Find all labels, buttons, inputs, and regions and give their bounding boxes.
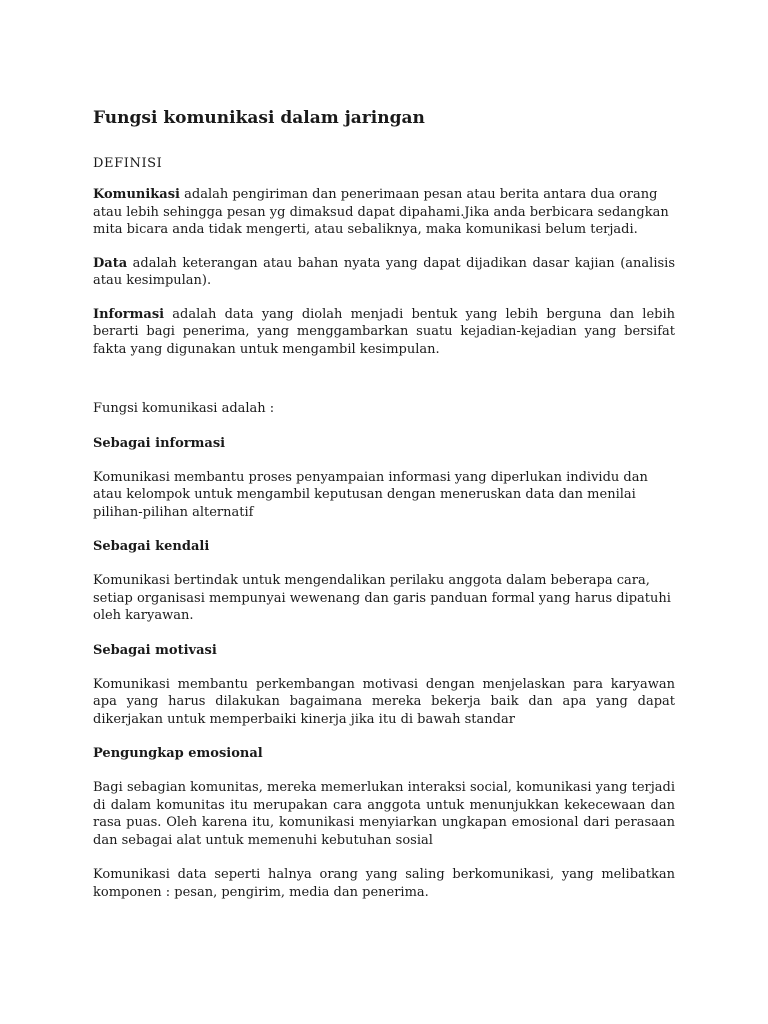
definition-text: adalah data yang diolah menjadi bentuk yang lebih berguna dan lebih berarti bagi penerima, yang menggambarkan suatu kejadian-kejadian yang bersifat fakta yang digunakan untuk mengambil kesimpulan. — [93, 306, 675, 357]
definition-term: Komunikasi — [93, 187, 180, 202]
function-heading-informasi: Sebagai informasi — [93, 435, 226, 451]
section-heading-definisi: DEFINISI — [93, 156, 163, 171]
definition-text: adalah keterangan atau bahan nyata yang dapat dijadikan dasar kajian (analisis atau kesimpulan). — [93, 255, 675, 288]
document-page — [93, 106, 675, 901]
closing-paragraph: Komunikasi data seperti halnya orang yang saling berkomunikasi, yang melibatkan komponen : pesan, pengirim, media dan penerima. — [93, 867, 675, 900]
function-heading-motivasi: Sebagai motivasi — [93, 642, 217, 658]
function-text-kendali: Komunikasi bertindak untuk mengendalikan perilaku anggota dalam beberapa cara, setiap organisasi mempunyai wewenang dan garis panduan formal yang harus dipatuhi oleh karyawan. — [93, 573, 671, 623]
definition-term: Informasi — [93, 306, 165, 322]
definition-informasi — [93, 306, 675, 359]
functions-intro: Fungsi komunikasi adalah : — [93, 401, 275, 416]
function-heading-kendali: Sebagai kendali — [93, 539, 210, 554]
definition-text: adalah pengiriman dan penerimaan pesan atau berita antara dua orang atau lebih sehingga pesan yg dimaksud dapat dipahami.Jika anda berbicara sedangkan mita bicara anda tidak mengerti, atau sebaliknya, maka komunikasi belum terjadi. — [93, 187, 669, 237]
function-text-emosional: Bagi sebagian komunitas, mereka memerlukan interaksi social, komunikasi yang terjadi di dalam komunitas itu merupakan cara anggota untuk menunjukkan kekecewaan dan rasa puas. Oleh karena itu, komunikasi menyiarkan ungkapan emosional dari perasaan dan sebagai alat untuk memenuhi kebutuhan sosial — [93, 780, 675, 848]
document-title: Fungsi komunikasi dalam jaringan — [93, 108, 425, 128]
definition-term: Data — [93, 255, 128, 271]
function-text-informasi: Komunikasi membantu proses penyampaian informasi yang diperlukan individu dan atau kelompok untuk mengambil keputusan dengan meneruskan data dan menilai pilihan-pilihan alternatif — [93, 469, 648, 520]
definition-data — [93, 255, 675, 290]
function-heading-emosional: Pengungkap emosional — [93, 746, 263, 761]
definition-komunikasi — [93, 186, 675, 239]
function-text-motivasi: Komunikasi membantu perkembangan motivasi dengan menjelaskan para karyawan apa yang harus dilakukan bagaimana mereka bekerja baik dan apa yang dapat dikerjakan untuk memperbaiki kinerja jika itu di bawah standar — [93, 676, 675, 727]
